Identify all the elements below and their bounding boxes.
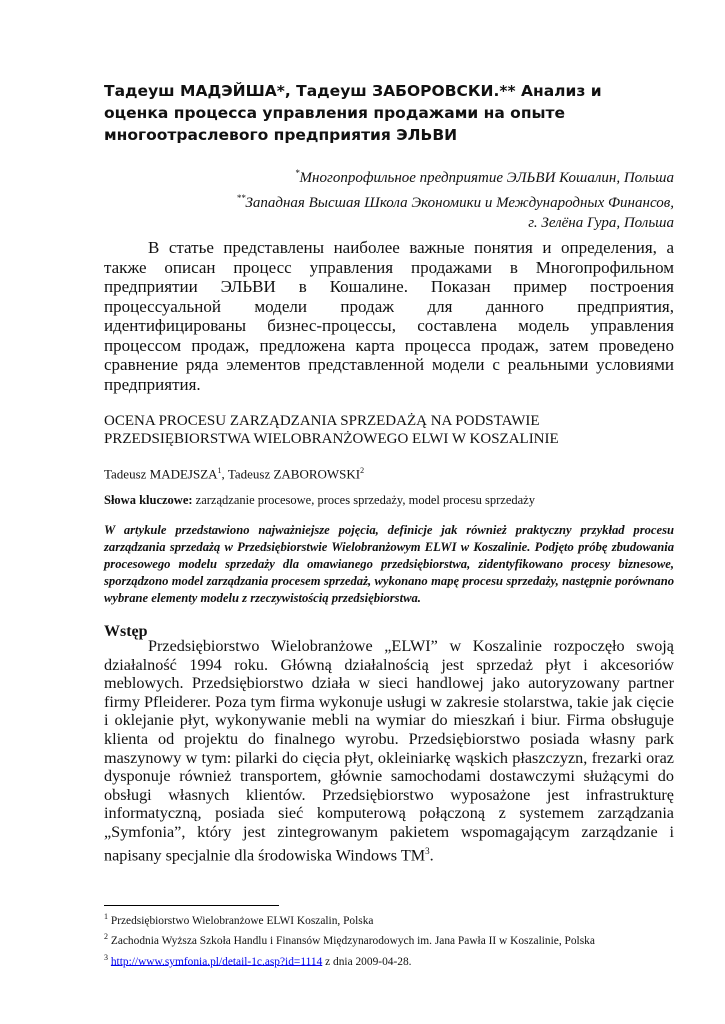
- polish-authors: Tadeusz MADEJSZA$^1$, Tadeusz ZABOROWSKI$^2$: [104, 466, 365, 482]
- symfonia-link[interactable]: http://www.symfonia.pl/detail-1c.asp?id=1114: [110, 955, 323, 968]
- keywords: Słowa kluczowe: zarządzanie procesowe, proces sprzedaży, model procesu sprzedaży: [104, 493, 535, 507]
- footnote-2: $^2$ Zachodnia Wyższa Szkoła Handlu i Finansów Międzynarodowych im. Jana Pawła II w Koszalinie, Polska: [104, 932, 595, 948]
- intro-paragraph: Przedsiębiorstwo Wielobranżowe „ELWI” w Koszalinie rozpoczęło swoją działalność 1994 roku. Główną działalnością jest sprzedaż płyt i akcesoriów meblowych. Przedsiębiorstwo działa w sieci handlowej jako autoryzowany partner firmy Pfleiderer. Poza tym firma wykonuje usługi w zakresie stolarstwa, takie jak cięcie i oklejanie płyt, wykonywanie mebli na wymiar do mieszkań i biur. Firma obsługuje klienta od projektu do finalnego wyrobu. Przedsiębiorstwo posiada własny park maszynowy w tym: pilarki do cięcia płyt, okleiniarkę wąskich płaszczyzn, frezarki oraz dysponuje również transportem, głównie samochodami dostawczymi służącymi do obsługi własnych klientów. Przedsiębiorstwo wyposażone jest infrastrukturę informatyczną, posiada sieć komputerową połączoną z systemem zarządzania „Symfonia”, który jest zintegrowanym pakietem wspomagającym zarządzanie i napisany specjalnie dla środowiska Windows $TM^3$.: [104, 637, 674, 864]
- polish-abstract: W artykule przedstawiono najważniejsze pojęcia, definicje jak również praktyczny przykład procesu zarządzania sprzedażą w Przedsiębiorstwie Wielobranżowym ELWI w Koszalinie. Podjęto próbę zbudowania procesowego modelu sprzedaży dla omawianego przedsiębiorstwa, zidentyfikowano procesy biznesowe, sporządzono model zarządzania procesem sprzedaż, wykonano mapę procesu sprzedaży, następnie porównano wybrane elementy modelu z rzeczywistością przedsiębiorstwa.: [104, 523, 674, 605]
- affiliation-2: **Западная Высшая Школа Экономики и Международных Финансов,: [236, 193, 674, 211]
- affiliation-2-city: г. Зелёна Гура, Польша: [528, 215, 674, 231]
- footnote-ref-3: 3: [425, 845, 430, 856]
- footnote-1: $^1$ Przedsiębiorstwo Wielobranżowe ELWI Koszalin, Polska: [104, 912, 374, 927]
- russian-title: Тадеуш МАДЭЙША*, Тадеуш ЗАБОРОВСКИ.** Анализ и оценка процесса управления продажами на опыте многоотраслевого предприятия ЭЛЬВИ: [104, 82, 602, 144]
- section-heading-intro: Wstęp: [104, 623, 148, 640]
- russian-abstract: В статье представлены наиболее важные понятия и определения, а также описан процесс управления продажами в Многопрофильном предприятии ЭЛЬВИ в Кошалине. Показан пример построения процессуальной модели продаж для данного предприятия, идентифицированы бизнес-процессы, составлена модель управления процессом продаж, предложена карта процесса продаж, затем проведено сравнение ряда элементов представленной модели с реальными условиями предприятия.: [104, 238, 674, 394]
- footnote-divider: [104, 905, 279, 906]
- affiliation-1: *Многопрофильное предприятие ЭЛЬВИ Кошалин, Польша: [295, 168, 674, 186]
- footnote-3: $^3$ http://www.symfonia.pl/detail-1c.asp?id=1114 z dnia 2009-04-28.: [104, 952, 412, 968]
- polish-title: OCENA PROCESU ZARZĄDZANIA SPRZEDAŻĄ NA PODSTAWIE PRZEDSIĘBIORSTWA WIELOBRANŻOWEGO ELWI W KOSZALINIE: [104, 413, 559, 447]
- russian-affiliations: [154, 163, 674, 233]
- footnotes: [104, 909, 674, 970]
